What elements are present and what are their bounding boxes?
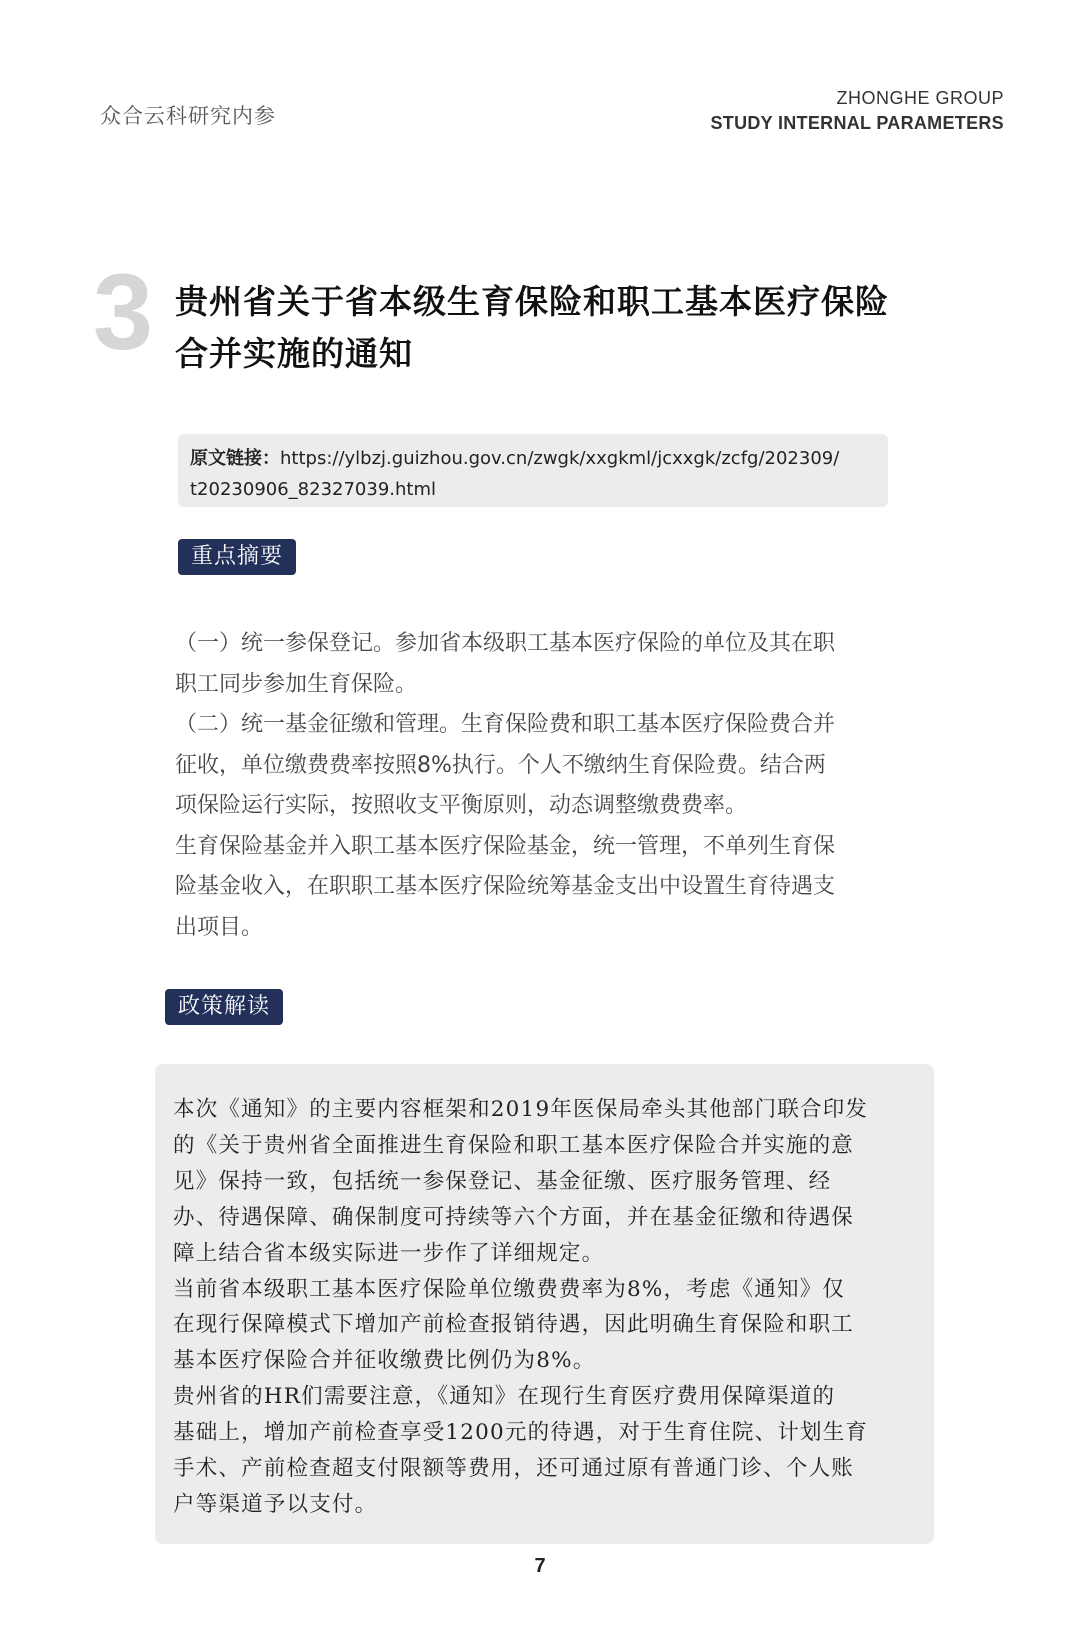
summary-tag: 重点摘要 — [178, 539, 296, 575]
source-link-box — [178, 434, 888, 507]
policy-interpretation-box — [155, 1064, 934, 1544]
summary-line: 征收，单位缴费费率按照8%执行。个人不缴纳生育保险费。结合两 — [175, 752, 826, 778]
policy-line: 基础上，增加产前检查享受1200元的待遇，对于生育住院、计划生育 — [173, 1420, 869, 1446]
policy-line: 办、待遇保障、确保制度可持续等六个方面，并在基金征缴和待遇保 — [173, 1204, 855, 1230]
policy-line: 基本医疗保险合并征收缴费比例仍为8%。 — [173, 1348, 596, 1374]
summary-line: （二）统一基金征缴和管理。生育保险费和职工基本医疗保险费合并 — [175, 712, 836, 737]
summary-line: 险基金收入，在职职工基本医疗保险统筹基金支出中设置生育待遇支 — [175, 874, 836, 899]
page-title — [175, 276, 955, 380]
header-brand-line1: ZHONGHE GROUP — [836, 88, 1004, 108]
header-brand-line2: STUDY INTERNAL PARAMETERS — [710, 113, 1004, 133]
policy-line: 在现行保障模式下增加产前检查报销待遇，因此明确生育保险和职工 — [173, 1312, 855, 1338]
summary-line: 项保险运行实际，按照收支平衡原则，动态调整缴费费率。 — [175, 793, 748, 818]
section-number: 3 — [93, 251, 154, 372]
page-title-line-2: 合并实施的通知 — [175, 334, 413, 373]
policy-tag: 政策解读 — [165, 989, 283, 1025]
policy-line: 当前省本级职工基本医疗保险单位缴费费率为8%，考虑《通知》仅 — [173, 1276, 846, 1302]
summary-line: （一）统一参保登记。参加省本级职工基本医疗保险的单位及其在职 — [175, 631, 836, 656]
summary-line: 职工同步参加生育保险。 — [175, 671, 418, 697]
policy-line: 手术、产前检查超支付限额等费用，还可通过原有普通门诊、个人账 — [173, 1456, 855, 1482]
source-link-line-1 — [190, 443, 876, 474]
policy-line: 本次《通知》的主要内容框架和2019年医保局牵头其他部门联合印发 — [173, 1097, 869, 1122]
page-title-line-1: 贵州省关于省本级生育保险和职工基本医疗保险 — [175, 282, 889, 321]
source-link-label: 原文链接： — [190, 448, 280, 469]
policy-line: 见》保持一致，包括统一参保登记、基金征缴、医疗服务管理、经 — [173, 1168, 832, 1194]
summary-text — [175, 624, 905, 948]
summary-line: 出项目。 — [175, 914, 264, 940]
header-brand — [710, 86, 1004, 136]
policy-line: 的《关于贵州省全面推进生育保险和职工基本医疗保险合并实施的意 — [173, 1132, 855, 1158]
header-publication-name: 众合云科研究内参 — [100, 104, 276, 128]
policy-line: 贵州省的HR们需要注意，《通知》在现行生育医疗费用保障渠道的 — [173, 1384, 836, 1410]
source-link-url-part2[interactable]: t20230906_82327039.html — [190, 479, 437, 500]
page-number: 7 — [534, 1555, 546, 1577]
policy-line: 障上结合省本级实际进一步作了详细规定。 — [173, 1240, 605, 1266]
policy-line: 户等渠道予以支付。 — [173, 1491, 378, 1517]
summary-line: 生育保险基金并入职工基本医疗保险基金，统一管理，不单列生育保 — [175, 833, 836, 859]
source-link-url-part1[interactable]: https://ylbzj.guizhou.gov.cn/zwgk/xxgkml/jcxxgk/zcfg/202309/ — [280, 448, 840, 469]
